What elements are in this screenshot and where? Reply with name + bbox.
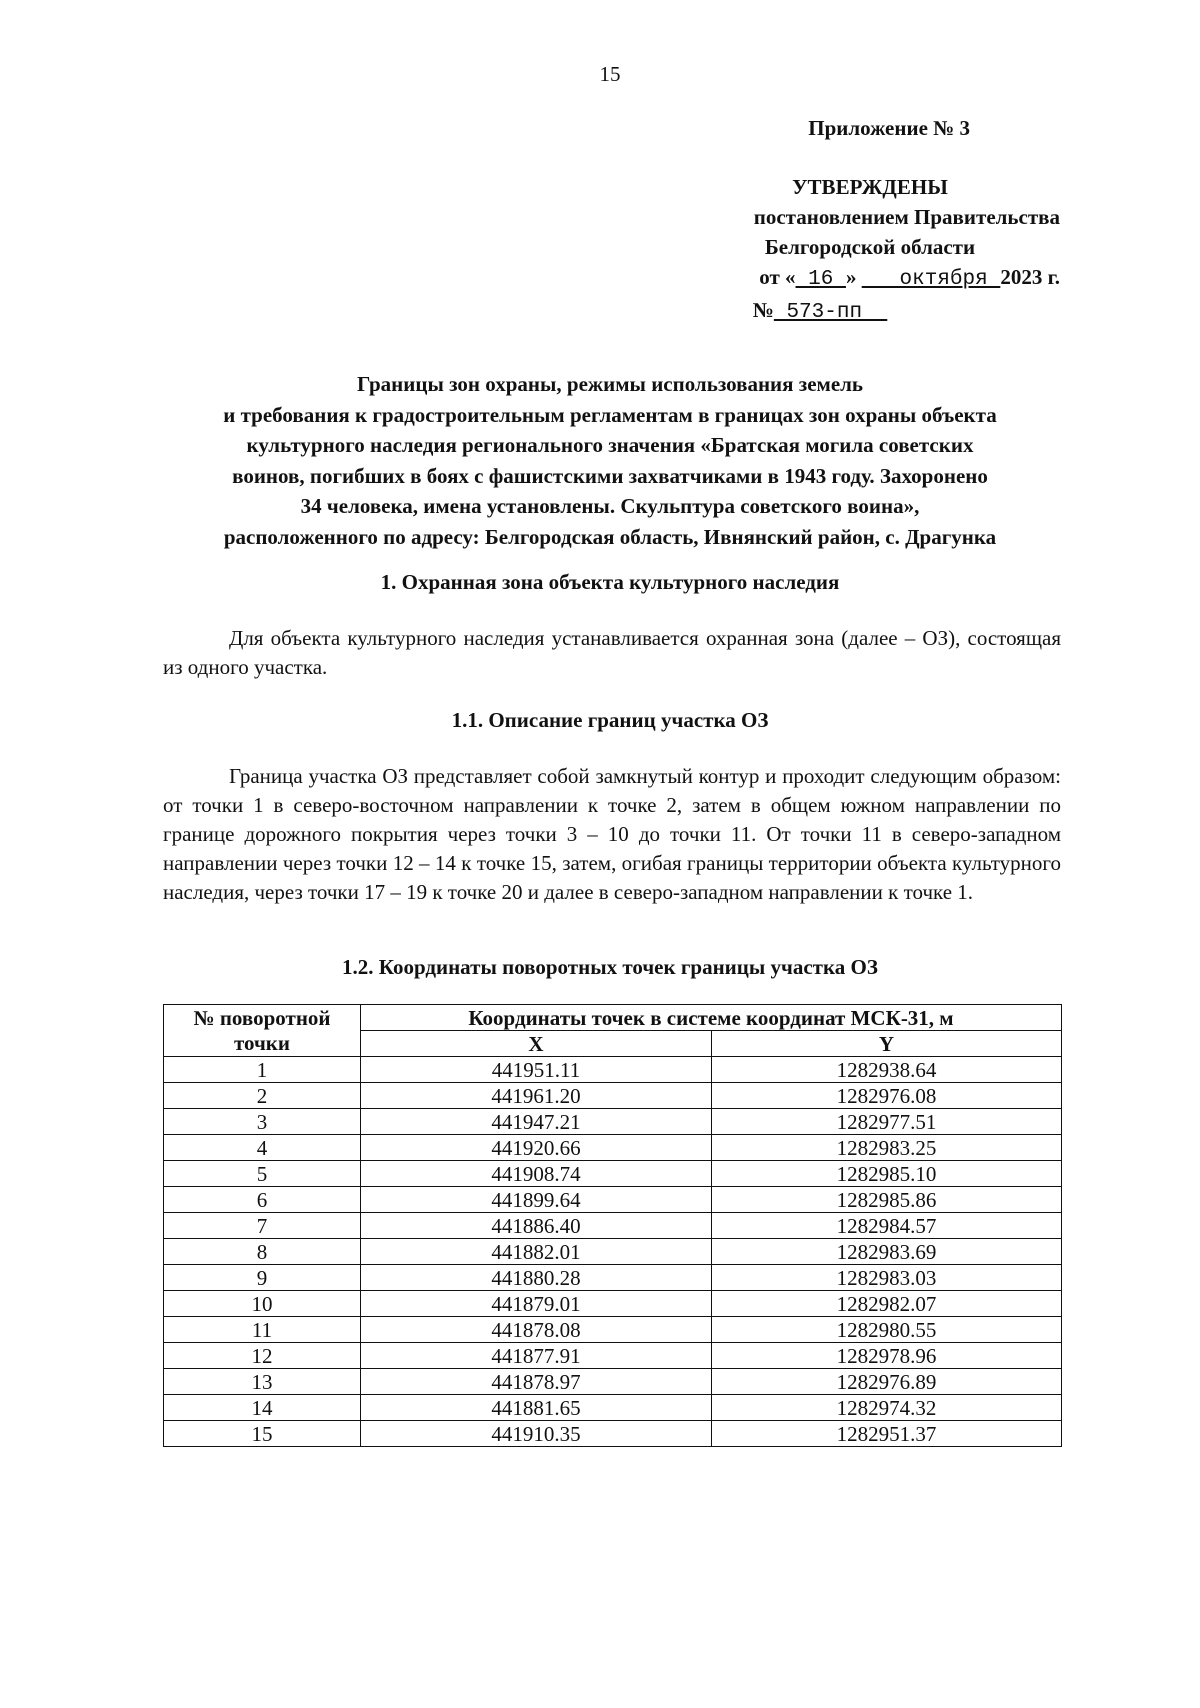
table-body — [164, 1057, 1062, 1447]
table-row — [164, 1265, 1062, 1291]
cell-y: 1282938.64 — [712, 1057, 1062, 1083]
cell-x: 441886.40 — [361, 1213, 712, 1239]
date-month: октября — [861, 268, 1001, 291]
table-row — [164, 1213, 1062, 1239]
approval-date — [640, 262, 1060, 295]
title-line: расположенного по адресу: Белгородская область, Ивнянский район, с. Драгунка — [223, 524, 997, 549]
date-day: 16 — [795, 268, 846, 291]
cell-point: 8 — [164, 1239, 361, 1265]
cell-point: 4 — [164, 1135, 361, 1161]
coordinates-table — [163, 1004, 1062, 1447]
table-row — [164, 1395, 1062, 1421]
cell-point: 2 — [164, 1083, 361, 1109]
title-line: воинов, погибших в боях с фашистскими захватчиками в 1943 году. Захоронено — [232, 463, 988, 488]
table-row — [164, 1083, 1062, 1109]
table-row — [164, 1421, 1062, 1447]
section1-heading: 1. Охранная зона объекта культурного наследия — [380, 570, 840, 594]
date-year: 2023 г. — [1000, 265, 1060, 289]
cell-point: 7 — [164, 1213, 361, 1239]
table-row — [164, 1057, 1062, 1083]
cell-point: 12 — [164, 1343, 361, 1369]
title-line: Границы зон охраны, режимы использования земель — [356, 372, 864, 396]
table-row — [164, 1109, 1062, 1135]
col-y-header: Y — [712, 1031, 1062, 1057]
cell-x: 441877.91 — [361, 1343, 712, 1369]
cell-point: 9 — [164, 1265, 361, 1291]
table-row — [164, 1317, 1062, 1343]
cell-point: 5 — [164, 1161, 361, 1187]
appendix-label: Приложение № 3 — [808, 116, 970, 140]
cell-y: 1282976.08 — [712, 1083, 1062, 1109]
col-x-header: X — [361, 1031, 712, 1057]
cell-point: 10 — [164, 1291, 361, 1317]
approval-line1: постановлением Правительства — [753, 205, 1060, 229]
cell-y: 1282978.96 — [712, 1343, 1062, 1369]
cell-point: 13 — [164, 1369, 361, 1395]
table-row — [164, 1239, 1062, 1265]
approval-title: УТВЕРЖДЕНЫ — [792, 175, 948, 199]
cell-y: 1282983.03 — [712, 1265, 1062, 1291]
cell-x: 441881.65 — [361, 1395, 712, 1421]
cell-x: 441908.74 — [361, 1161, 712, 1187]
cell-x: 441947.21 — [361, 1109, 712, 1135]
cell-x: 441879.01 — [361, 1291, 712, 1317]
cell-x: 441920.66 — [361, 1135, 712, 1161]
section11-heading: 1.1. Описание границ участка ОЗ — [451, 708, 769, 732]
table-row — [164, 1187, 1062, 1213]
cell-x: 441961.20 — [361, 1083, 712, 1109]
table-row — [164, 1291, 1062, 1317]
col-coords-header: Координаты точек в системе координат МСК-31, м — [361, 1005, 1062, 1031]
section1-text: Для объекта культурного наследия устанавливается охранная зона (далее – ОЗ), состоящая из одного участка. — [163, 626, 1061, 679]
number-value: 573-пп — [773, 301, 888, 324]
table-row — [164, 1135, 1062, 1161]
cell-point: 6 — [164, 1187, 361, 1213]
table-row — [164, 1369, 1062, 1395]
cell-point: 1 — [164, 1057, 361, 1083]
cell-y: 1282983.25 — [712, 1135, 1062, 1161]
section12-heading: 1.2. Координаты поворотных точек границы участка ОЗ — [342, 955, 878, 979]
cell-y: 1282982.07 — [712, 1291, 1062, 1317]
section11-text: Граница участка ОЗ представляет собой замкнутый контур и проходит следующим образом: от точки 1 в северо-восточном направлении к точке 2, затем в общем южном направлении по границе дорожного покрытия через точки 3 – 10 до точки 11. От точки 11 в северо-западном направлении через точки 12 – 14 к точке 15, затем, огибая границы территории объекта культурного наследия, через точки 17 – 19 к точке 20 и далее в северо-западном направлении к точке 1. — [163, 764, 1061, 904]
cell-point: 11 — [164, 1317, 361, 1343]
cell-y: 1282977.51 — [712, 1109, 1062, 1135]
approval-number — [640, 295, 1060, 328]
cell-x: 441882.01 — [361, 1239, 712, 1265]
cell-x: 441878.97 — [361, 1369, 712, 1395]
page-number: 15 — [599, 62, 621, 86]
cell-point: 3 — [164, 1109, 361, 1135]
approval-block — [640, 172, 1060, 328]
cell-x: 441910.35 — [361, 1421, 712, 1447]
cell-x: 441951.11 — [361, 1057, 712, 1083]
cell-y: 1282980.55 — [712, 1317, 1062, 1343]
col-point-header: № поворотной точки — [164, 1005, 361, 1057]
table-row — [164, 1343, 1062, 1369]
cell-y: 1282985.86 — [712, 1187, 1062, 1213]
cell-x: 441899.64 — [361, 1187, 712, 1213]
cell-y: 1282983.69 — [712, 1239, 1062, 1265]
title-line: и требования к градостроительным регламентам в границах зон охраны объекта — [223, 402, 997, 427]
cell-point: 14 — [164, 1395, 361, 1421]
title-line: 34 человека, имена установлены. Скульптура советского воина», — [300, 494, 920, 518]
cell-point: 15 — [164, 1421, 361, 1447]
table-row — [164, 1161, 1062, 1187]
title-line: культурного наследия регионального значения «Братская могила советских — [246, 433, 974, 457]
cell-x: 441878.08 — [361, 1317, 712, 1343]
document-title — [160, 369, 1060, 552]
cell-y: 1282974.32 — [712, 1395, 1062, 1421]
approval-line2: Белгородской области — [764, 235, 976, 259]
cell-y: 1282976.89 — [712, 1369, 1062, 1395]
cell-y: 1282985.10 — [712, 1161, 1062, 1187]
cell-x: 441880.28 — [361, 1265, 712, 1291]
cell-y: 1282984.57 — [712, 1213, 1062, 1239]
date-mid: » — [845, 265, 857, 289]
cell-y: 1282951.37 — [712, 1421, 1062, 1447]
number-prefix: № — [752, 298, 774, 322]
date-prefix: от « — [759, 265, 796, 289]
